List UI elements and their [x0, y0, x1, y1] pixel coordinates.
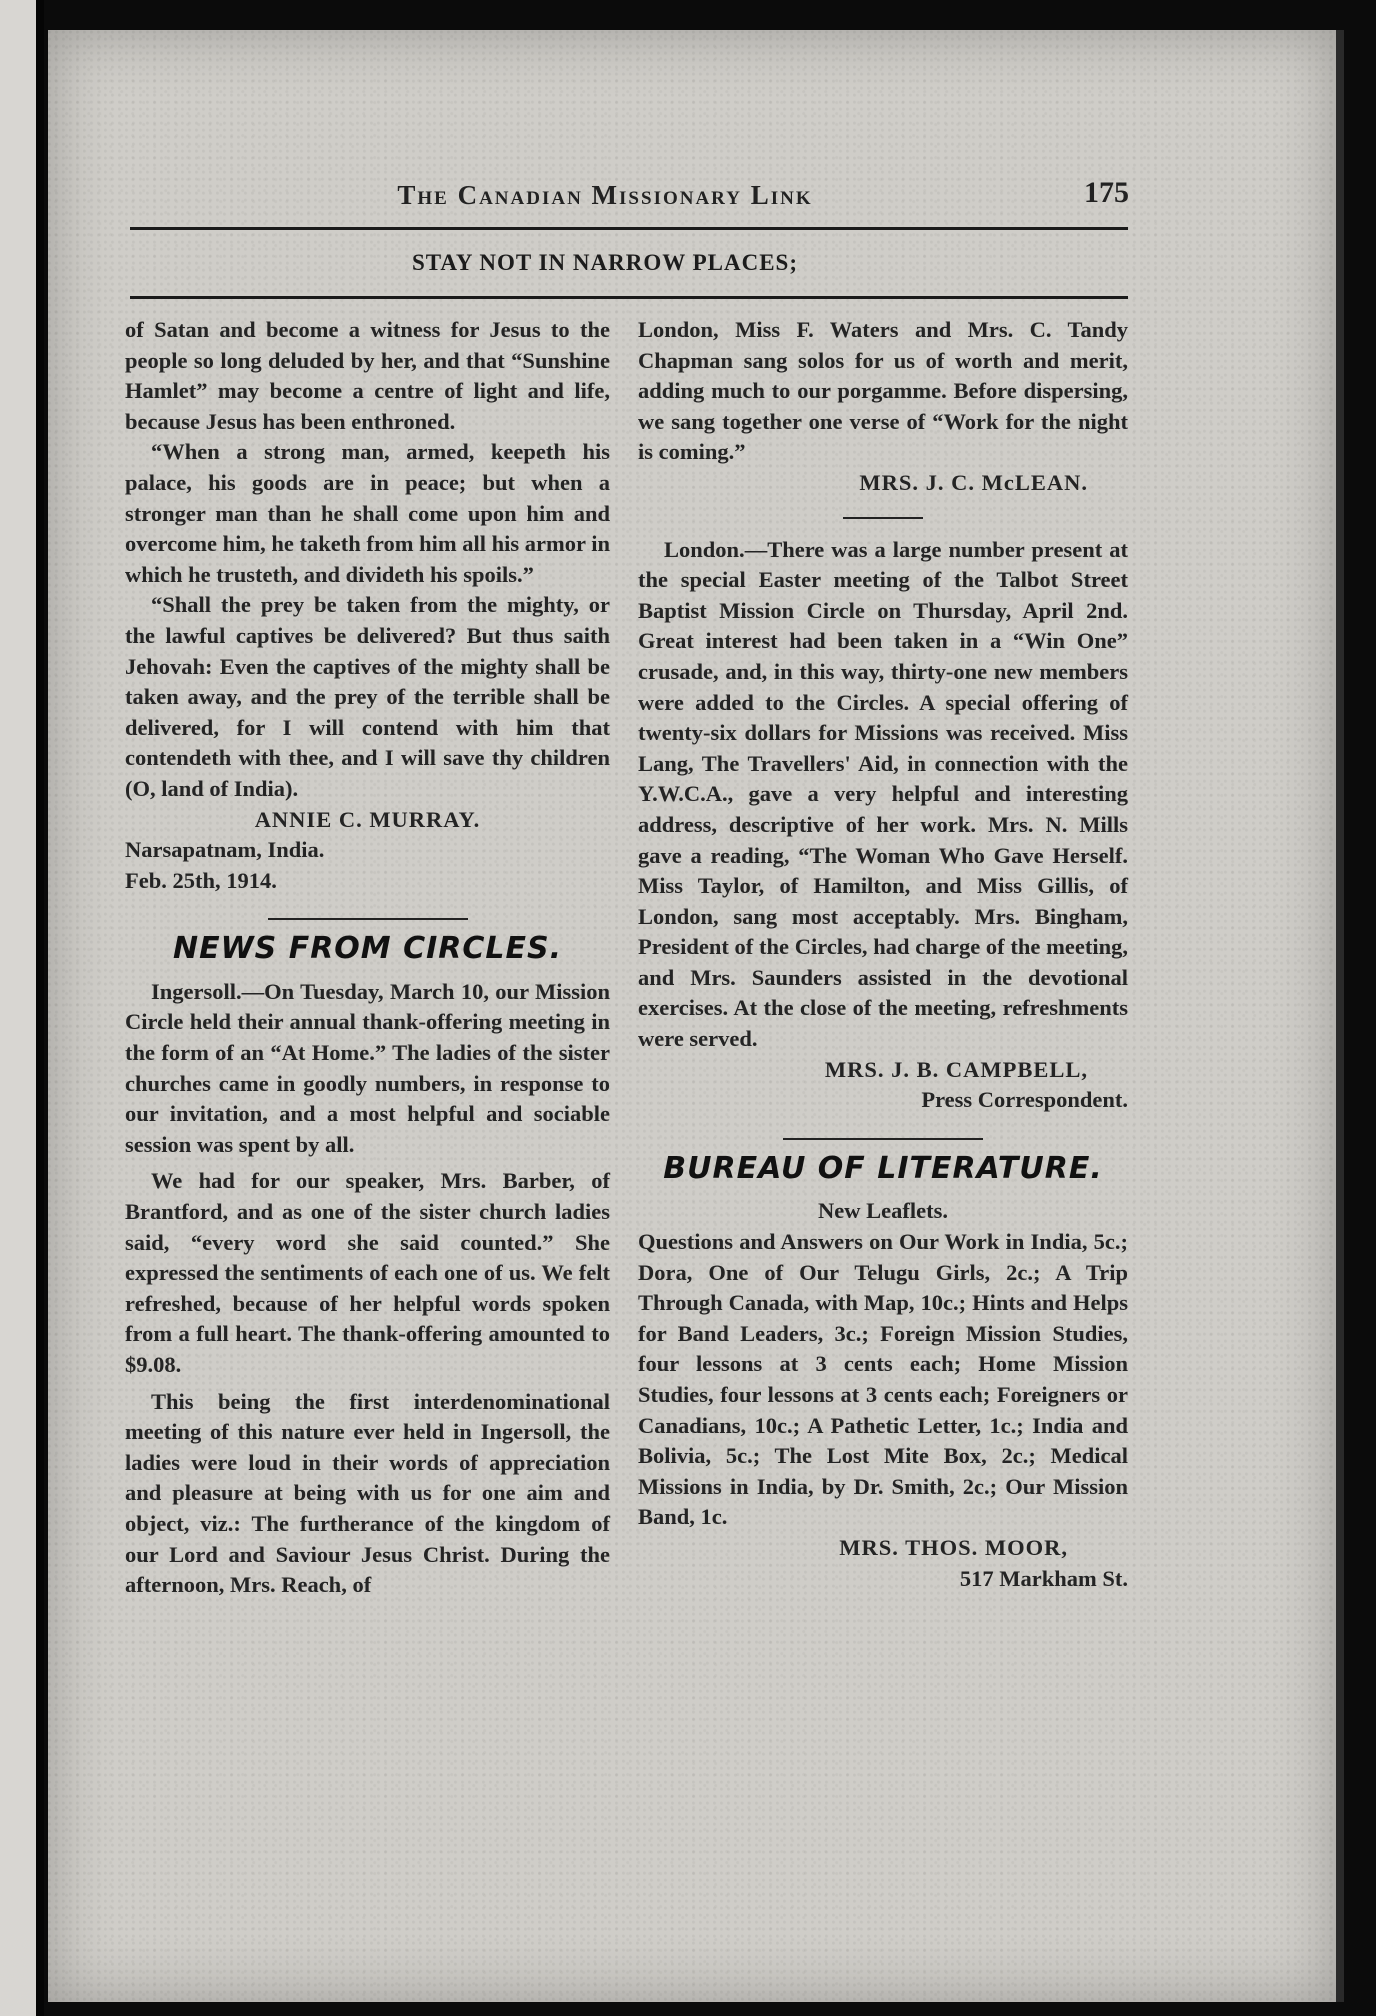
- paragraph: [638, 535, 1128, 1055]
- page-number: 175: [1084, 176, 1129, 209]
- section-divider: [268, 918, 468, 920]
- section-title: NEWS FROM CIRCLES.: [172, 931, 563, 967]
- header-rule-top: [130, 227, 1128, 230]
- right-column: [638, 315, 1128, 1594]
- paragraph: This being the first interdenominational meeting of this nature ever held in Ingersoll, the ladies were loud in their words of appreciation and pleasure at being with us for one aim and object, viz.: The furtherance of the kingdom of our Lord and Saviour Jesus Christ. During the afternoon, Mrs. Reach, of: [125, 1388, 610, 1598]
- header-rule-bottom: [130, 296, 1128, 299]
- paragraph-lead: London.: [664, 536, 745, 562]
- signature: MRS. THOS. MOOR,: [839, 1534, 1068, 1560]
- page-edge-shadow: [1336, 30, 1344, 2002]
- paragraph: “Shall the prey be taken from the mighty, or the lawful captives be delivered? But thus saith Jehovah: Even the captives of the mighty shall be taken away, and the prey of the terrible shall be delivered, for I will contend with him that contendeth with thee, and I will save thy children (O, land of India).: [125, 592, 610, 801]
- subheading: New Leaflets.: [818, 1198, 948, 1224]
- signature: MRS. J. B. CAMPBELL,: [824, 1056, 1088, 1082]
- paragraph: of Satan and become a witness for Jesus to the people so long deluded by her, and that “Sunshine Hamlet” may become a centre of light and life, because Jesus has been enthroned.: [125, 317, 610, 434]
- place-line: Narsapatnam, India.: [125, 837, 325, 863]
- signature: MRS. J. C. McLEAN.: [859, 469, 1088, 495]
- date-line: Feb. 25th, 1914.: [125, 867, 277, 893]
- motto: STAY NOT IN NARROW PLACES;: [412, 250, 798, 275]
- section-title: BUREAU OF LITERATURE.: [663, 1150, 1103, 1186]
- address-line: 517 Markham St.: [959, 1565, 1128, 1591]
- paragraph: London, Miss F. Waters and Mrs. C. Tandy Chapman sang solos for us of worth and merit, adding much to our porgamme. Before dispersing, we sang together one verse of “Work for the night is coming.”: [638, 317, 1128, 465]
- section-divider: [843, 517, 923, 519]
- paragraph: [125, 977, 610, 1161]
- paragraph-body: —On Tuesday, March 10, our Mission Circle held their annual thank-offering meeting in the form of an “At Home.” The ladies of the sister churches came in goodly numbers, in response to our invitation, and a most helpful and sociable session was spent by all.: [125, 978, 610, 1157]
- left-column: [125, 315, 610, 1601]
- signature: ANNIE C. MURRAY.: [254, 806, 481, 832]
- scan-margin-strip: [0, 0, 44, 2016]
- paragraph-lead: Ingersoll.: [151, 978, 242, 1004]
- paragraph: “When a strong man, armed, keepeth his palace, his goods are in peace; but when a stronger man than he shall come upon him and overcome him, he taketh from him all his armor in which he trusteth, and divideth his spoils.”: [125, 439, 610, 587]
- paragraph: We had for our speaker, Mrs. Barber, of Brantford, and as one of the sister church ladies said, “every word she said counted.” She expressed the sentiments of each one of us. We felt refreshed, because of her helpful words spoken from a full heart. The thank-offering amounted to $9.08.: [125, 1168, 610, 1377]
- signature-title: Press Correspondent.: [921, 1087, 1128, 1113]
- running-title: The Canadian Missionary Link: [397, 180, 813, 210]
- section-divider: [783, 1138, 983, 1140]
- paragraph-body: —There was a large number present at the special Easter meeting of the Talbot Street Baptist Mission Circle on Thursday, April 2nd. Great interest had been taken in a “Win One” crusade, and, in this way, thirty-one new members were added to the Circles. A special offering of twenty-six dollars for Missions was received. Miss Lang, The Travellers' Aid, in connection with the Y.W.C.A., gave a very helpful and interesting address, descriptive of her work. Mrs. N. Mills gave a reading, “The Woman Who Gave Herself. Miss Taylor, of Hamilton, and Miss Gillis, of London, sang most acceptably. Mrs. Bingham, President of the Circles, had charge of the meeting, and Mrs. Saunders assisted in the devotional exercises. At the close of the meeting, refreshments were served.: [638, 536, 1128, 1052]
- paragraph: Questions and Answers on Our Work in India, 5c.; Dora, One of Our Telugu Girls, 2c.; A Trip Through Canada, with Map, 10c.; Hints and Helps for Band Leaders, 3c.; Foreign Mission Studies, four lessons at 3 cents each; Home Mission Studies, four lessons at 3 cents each; Foreigners or Canadians, 10c.; A Pathetic Letter, 1c.; India and Bolivia, 5c.; The Lost Mite Box, 2c.; Medical Missions in India, by Dr. Smith, 2c.; Our Mission Band, 1c.: [638, 1229, 1128, 1530]
